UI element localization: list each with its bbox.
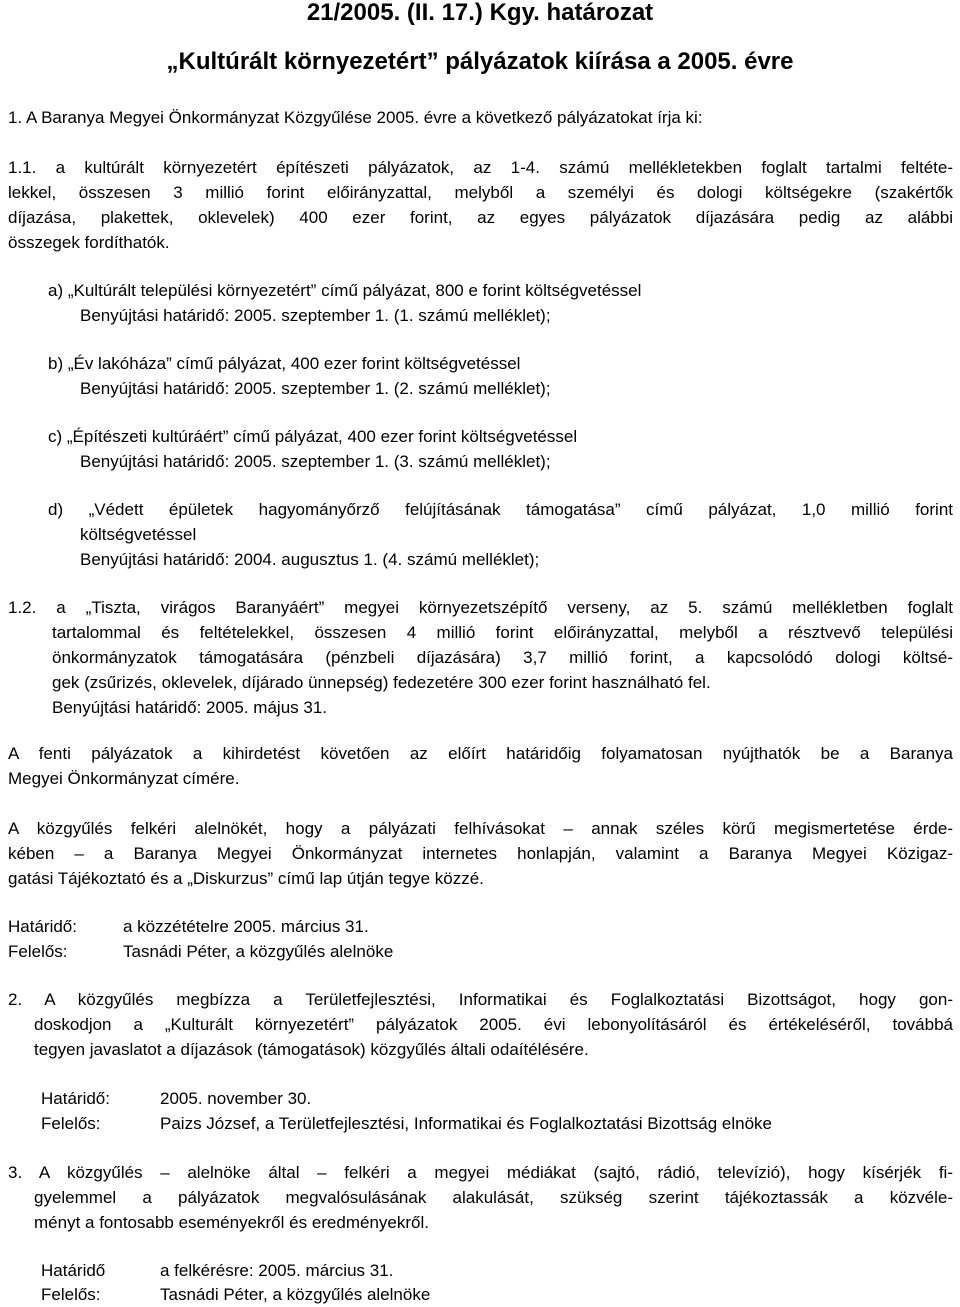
s3-line1: 3. A közgyűlés – alelnöke által – felkéri a megyei médiákat (sajtó, rádió, televízió), hogy kísérjék fi-	[8, 1163, 953, 1182]
s1-responsible-value: Tasnádi Péter, a közgyűlés alelnöke	[123, 942, 394, 961]
item-d-title: d) „Védett épületek hagyományőrző felújításának támogatása” című pályázat, 1,0 millió forint	[48, 500, 953, 519]
s3-responsible-value: Tasnádi Péter, a közgyűlés alelnöke	[160, 1285, 431, 1304]
s1-responsible-label: Felelős:	[8, 942, 68, 961]
s3-line2: gyelemmel a pályázatok megvalósulásának alakulását, szükség szerint tájékoztassák a közvéle-	[34, 1188, 953, 1207]
s2-deadline-value: 2005. november 30.	[160, 1089, 312, 1108]
s3-line3: ményt a fontosabb eseményekről és eredményekről.	[34, 1213, 429, 1232]
s3-deadline-value: a felkérésre: 2005. március 31.	[160, 1261, 394, 1280]
item-d-deadline: Benyújtási határidő: 2004. augusztus 1. (4. számú melléklet);	[80, 550, 540, 569]
document-title: „Kultúrált környezetért” pályázatok kiírása a 2005. évre	[166, 48, 794, 75]
s3-deadline-label: Határidő	[41, 1261, 106, 1280]
s2-deadline-label: Határidő:	[41, 1089, 110, 1108]
item-b-title: b) „Év lakóháza” című pályázat, 400 ezer forint költségvetéssel	[48, 354, 521, 373]
item-d-title-cont: költségvetéssel	[80, 525, 197, 544]
s2-line1: 2. A közgyűlés megbízza a Területfejlesztési, Informatikai és Foglalkoztatási Bizottságot, hogy gon-	[8, 990, 953, 1009]
s2-responsible-label: Felelős:	[41, 1114, 101, 1133]
p11-line4: összegek fordíthatók.	[8, 233, 170, 252]
s3-responsible-label: Felelős:	[41, 1285, 101, 1304]
s2-line2: doskodjon a „Kulturált környezetért” pályázatok 2005. évi lebonyolításáról és értékeléséről, továbbá	[34, 1015, 953, 1034]
item-c-deadline: Benyújtási határidő: 2005. szeptember 1. (3. számú melléklet);	[80, 452, 551, 471]
p11-line3: díjazása, plakettek, oklevelek) 400 ezer forint, az egyes pályázatok díjazására pedig az alábbi	[8, 208, 953, 227]
s1-deadline-label: Határidő:	[8, 917, 77, 936]
para-a-line1: A fenti pályázatok a kihirdetést követően az előírt határidőig folyamatosan nyújthatók be a Baranya	[8, 744, 953, 763]
s2-line3: tegyen javaslatot a díjazások (támogatások) közgyűlés általi odaítélésére.	[34, 1040, 589, 1059]
item-b-deadline: Benyújtási határidő: 2005. szeptember 1. (2. számú melléklet);	[80, 379, 551, 398]
resolution-number: 21/2005. (II. 17.) Kgy. határozat	[306, 0, 654, 26]
p12-line3: önkormányzatok támogatására (pénzbeli díjazására) 3,7 millió forint, a kapcsolódó dologi költsé-	[52, 648, 953, 667]
para-b-line3: gatási Tájékoztató és a „Diskurzus” című lap útján tegye közzé.	[8, 869, 484, 888]
p11-line2: lekkel, összesen 3 millió forint előirányzattal, melyből a személyi és dologi költségekre (szakértők	[8, 183, 953, 202]
p12-line4: gek (zsűrizés, oklevelek, díjárado ünnepség) fedezetére 300 ezer forint használható fel.	[52, 673, 711, 692]
s1-deadline-value: a közzétételre 2005. március 31.	[123, 917, 369, 936]
para-a-line2: Megyei Önkormányzat címére.	[8, 769, 240, 788]
p11-line1: 1.1. a kultúrált környezetért építészeti pályázatok, az 1-4. számú mellékletekben foglalt tartalmi feltéte-	[8, 158, 953, 177]
item-a-title: a) „Kultúrált települési környezetért” című pályázat, 800 e forint költségvetéssel	[48, 281, 642, 300]
para-b-line2: kében – a Baranya Megyei Önkormányzat internetes honlapján, valamint a Baranya Megyei Közigaz-	[8, 844, 953, 863]
item-a-deadline: Benyújtási határidő: 2005. szeptember 1. (1. számú melléklet);	[80, 306, 551, 325]
section1-intro: 1. A Baranya Megyei Önkormányzat Közgyűlése 2005. évre a következő pályázatokat írja ki:	[8, 108, 703, 127]
item-c-title: c) „Építészeti kultúráért” című pályázat, 400 ezer forint költségvetéssel	[48, 427, 578, 446]
p12-deadline: Benyújtási határidő: 2005. május 31.	[52, 698, 328, 717]
p12-line1: 1.2. a „Tiszta, virágos Baranyáért” megyei környezetszépítő verseny, az 5. számú mellékletben foglalt	[8, 598, 953, 617]
p12-line2: tartalommal és feltételekkel, összesen 4 millió forint előirányzattal, melyből a résztvevő települési	[52, 623, 953, 642]
para-b-line1: A közgyűlés felkéri alelnökét, hogy a pályázati felhívásokat – annak széles körű megismertetése érde-	[8, 819, 953, 838]
s2-responsible-value: Paizs József, a Területfejlesztési, Informatikai és Foglalkoztatási Bizottság elnöke	[160, 1114, 772, 1133]
